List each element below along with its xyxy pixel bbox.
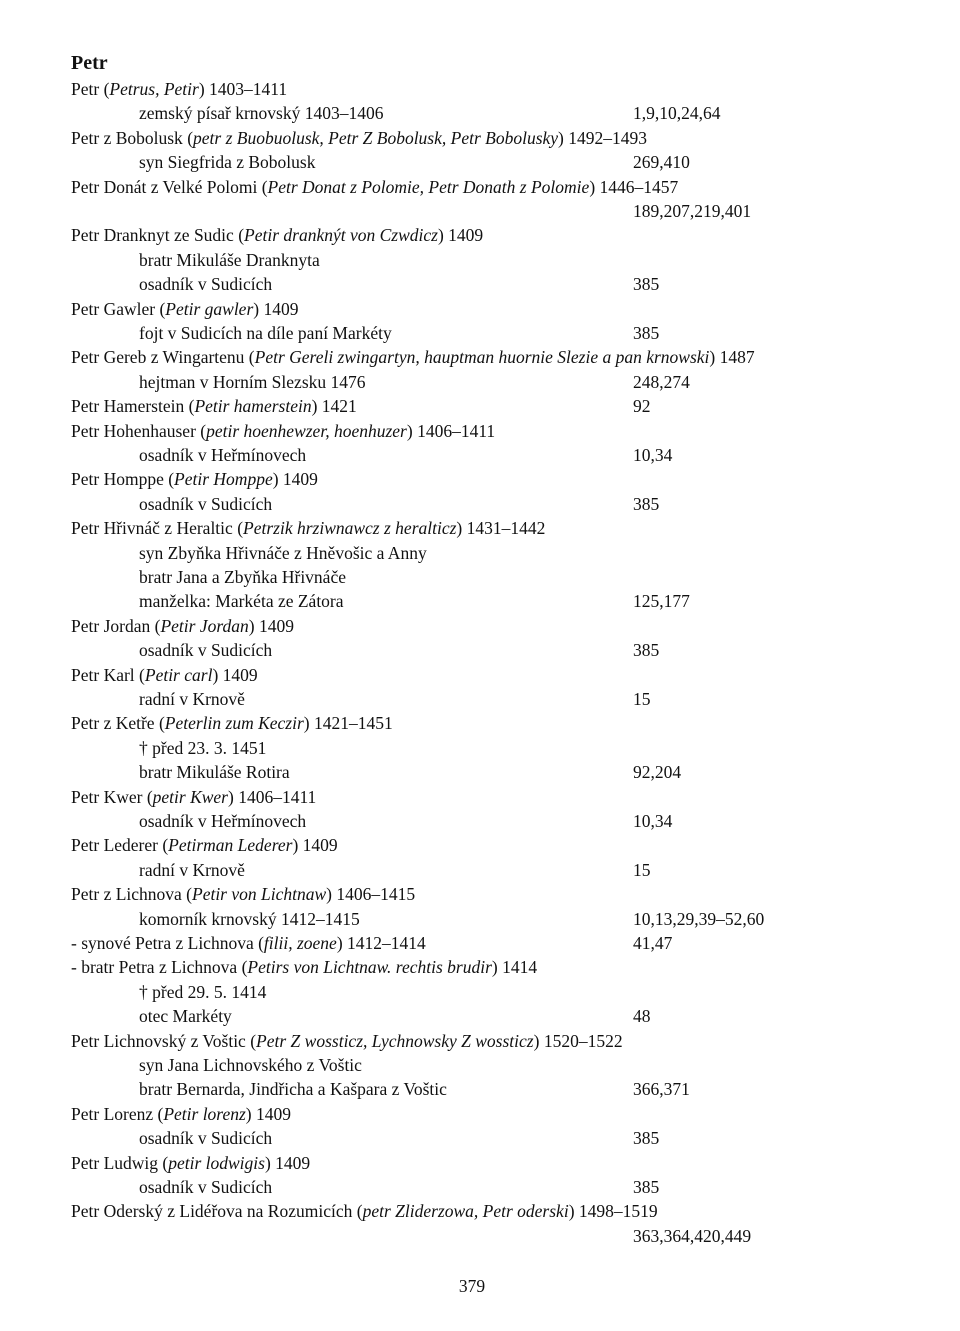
entry-name: Petr z Lichnova	[71, 884, 182, 904]
entry-variants: Petrus, Petir	[109, 79, 199, 99]
entry-detail: osadník v Sudicích	[139, 1177, 273, 1197]
entry-variants: Petrzik hrziwnawcz z heralticz	[243, 518, 457, 538]
entry-detail: bratr Jana a Zbyňka Hřivnáče	[139, 567, 346, 587]
entry-years: 1406–1415	[336, 884, 416, 904]
entry-name: Petr Hohenhauser	[71, 421, 196, 441]
page-references: 10,34	[633, 811, 673, 831]
page-references: 189,207,219,401	[633, 201, 752, 221]
entry-variants: filii, zoene	[263, 933, 337, 953]
entry-years: 1412–1414	[347, 933, 426, 953]
entry-headword: Petr Karl (Petir carl) 1409	[71, 665, 258, 685]
entry-headword: Petr Oderský z Lidéřova na Rozumicích (petr Zliderzowa, Petr oderski) 1498–1519	[71, 1201, 658, 1221]
entry-headword: - synové Petra z Lichnova (filii, zoene) 1412–1414	[71, 933, 426, 953]
page-references: 125,177	[633, 591, 690, 611]
entry-name: Petr Hřivnáč z Heraltic	[71, 518, 233, 538]
entry-variants: Petr Z wossticz, Lychnowsky Z wossticz	[256, 1031, 534, 1051]
entry-headword: Petr Hamerstein (Petir hamerstein) 1421	[71, 396, 357, 416]
page-references: 15	[633, 860, 651, 880]
page-references: 366,371	[633, 1079, 690, 1099]
page-references: 269,410	[633, 152, 690, 172]
entry-name: Petr Hamerstein	[71, 396, 185, 416]
entry-name: Petr Jordan	[71, 616, 151, 636]
page-references: 1,9,10,24,64	[633, 103, 721, 123]
entry-detail: osadník v Sudicích	[139, 640, 273, 660]
entry-detail: osadník v Heřmínovech	[139, 445, 307, 465]
page-references: 41,47	[633, 933, 673, 953]
entry-variants: petr Zliderzowa, Petr oderski	[362, 1201, 569, 1221]
entry-headword: Petr Kwer (petir Kwer) 1406–1411	[71, 787, 317, 807]
entry-detail: manželka: Markéta ze Zátora	[139, 591, 344, 611]
page-references: 385	[633, 1177, 660, 1197]
entry-name: Petr Donát z Velké Polomi	[71, 177, 258, 197]
entry-headword: Petr (Petrus, Petir) 1403–1411	[71, 79, 288, 99]
entry-detail: bratr Bernarda, Jindřicha a Kašpara z Voštic	[139, 1079, 447, 1099]
page-references: 48	[633, 1006, 651, 1026]
entry-name: - synové Petra z Lichnova	[71, 933, 254, 953]
entry-variants: Petir carl	[144, 665, 213, 685]
page-references: 10,13,29,39–52,60	[633, 909, 765, 929]
entry-headword: Petr Lichnovský z Voštic (Petr Z wossticz, Lychnowsky Z wossticz) 1520–1522	[71, 1031, 623, 1051]
entry-variants: Petirs von Lichtnaw. rechtis brudir	[247, 957, 492, 977]
entry-name: - bratr Petra z Lichnova	[71, 957, 238, 977]
entry-detail: syn Jana Lichnovského z Voštic	[139, 1055, 362, 1075]
entry-variants: Petir von Lichtnaw	[192, 884, 327, 904]
entry-variants: Petir dranknýt von Czwdicz	[244, 225, 438, 245]
page-references: 92	[633, 396, 651, 416]
entry-headword: Petr z Ketře (Peterlin zum Keczir) 1421–1451	[71, 713, 393, 733]
entry-variants: Petir gawler	[165, 299, 254, 319]
entry-name: Petr Lederer	[71, 835, 158, 855]
entry-headword: Petr Hřivnáč z Heraltic (Petrzik hrziwnawcz z heralticz) 1431–1442	[71, 518, 546, 538]
page-references: 363,364,420,449	[633, 1226, 752, 1246]
entry-detail: bratr Mikuláše Rotira	[139, 762, 290, 782]
entry-headword: Petr z Bobolusk (petr z Buobuolusk, Petr Z Bobolusk, Petr Bobolusky) 1492–1493	[71, 128, 647, 148]
entry-headword: Petr Donát z Velké Polomi (Petr Donat z Polomie, Petr Donath z Polomie) 1446–1457	[71, 177, 679, 197]
entry-headword: Petr Hohenhauser (petir hoenhewzer, hoenhuzer) 1406–1411	[71, 421, 496, 441]
entry-detail: radní v Krnově	[139, 689, 245, 709]
entry-headword: Petr Dranknyt ze Sudic (Petir dranknýt von Czwdicz) 1409	[71, 225, 484, 245]
entry-name: Petr Gawler	[71, 299, 156, 319]
entry-headword: Petr z Lichnova (Petir von Lichtnaw) 1406–1415	[71, 884, 416, 904]
entry-variants: Petirman Lederer	[168, 835, 293, 855]
entry-detail: komorník krnovský 1412–1415	[139, 909, 360, 929]
entry-variants: Petir hamerstein	[194, 396, 312, 416]
entry-name: Petr z Ketře	[71, 713, 155, 733]
entry-detail: otec Markéty	[139, 1006, 232, 1026]
entry-years: 1409	[263, 299, 299, 319]
entry-detail: syn Siegfrida z Bobolusk	[139, 152, 316, 172]
entry-years: 1409	[448, 225, 484, 245]
entry-detail: radní v Krnově	[139, 860, 245, 880]
entry-headword: Petr Homppe (Petir Homppe) 1409	[71, 469, 318, 489]
entry-years: 1409	[256, 1104, 291, 1124]
entry-years: 1409	[222, 665, 258, 685]
entry-name: Petr Kwer	[71, 787, 143, 807]
page-number: 379	[458, 1276, 486, 1296]
entry-detail: hejtman v Horním Slezsku 1476	[139, 372, 366, 392]
entry-headword: Petr Lederer (Petirman Lederer) 1409	[71, 835, 338, 855]
entry-name: Petr Lorenz	[71, 1104, 154, 1124]
entry-headword: Petr Lorenz (Petir lorenz) 1409	[71, 1104, 291, 1124]
entry-variants: petir Kwer	[152, 787, 228, 807]
entry-detail: zemský písař krnovský 1403–1406	[139, 103, 384, 123]
section-heading: Petr	[71, 52, 108, 74]
entry-detail: osadník v Sudicích	[139, 274, 273, 294]
entry-years: 1409	[302, 835, 338, 855]
entry-variants: petr z Buobuolusk, Petr Z Bobolusk, Petr Bobolusky	[193, 128, 559, 148]
entry-years: 1409	[275, 1153, 311, 1173]
entry-variants: Petir Jordan	[160, 616, 249, 636]
entry-variants: Petir Homppe	[174, 469, 273, 489]
page-references: 385	[633, 494, 660, 514]
entry-variants: Petr Donat z Polomie, Petr Donath z Polomie	[267, 177, 590, 197]
entry-headword: Petr Jordan (Petir Jordan) 1409	[71, 616, 294, 636]
entry-name: Petr Dranknyt ze Sudic	[71, 225, 234, 245]
entry-years: 1409	[258, 616, 294, 636]
entry-variants: petir lodwigis	[168, 1153, 265, 1173]
entry-variants: petir hoenhewzer, hoenhuzer	[206, 421, 407, 441]
entry-headword: Petr Ludwig (petir lodwigis) 1409	[71, 1153, 311, 1173]
entry-years: 1409	[282, 469, 318, 489]
entry-variants: Petr Gereli zwingartyn, hauptman huornie Slezie a pan krnowski	[254, 347, 710, 367]
entry-variants: Petir lorenz	[163, 1104, 246, 1124]
entry-detail: syn Zbyňka Hřivnáče z Hněvošic a Anny	[139, 543, 427, 563]
page-references: 385	[633, 1128, 660, 1148]
entry-years: 1520–1522	[543, 1031, 623, 1051]
entry-detail: osadník v Heřmínovech	[139, 811, 307, 831]
entry-years: 1421	[321, 396, 357, 416]
page-references: 15	[633, 689, 651, 709]
entry-years: 1498–1519	[578, 1201, 658, 1221]
entry-name: Petr Oderský z Lidéřova na Rozumicích	[71, 1201, 353, 1221]
entry-detail: fojt v Sudicích na díle paní Markéty	[139, 323, 392, 343]
page-references: 248,274	[633, 372, 690, 392]
entry-headword: - bratr Petra z Lichnova (Petirs von Lichtnaw. rechtis brudir) 1414	[71, 957, 538, 977]
page-references: 385	[633, 323, 660, 343]
entry-name: Petr Ludwig	[71, 1153, 159, 1173]
entry-years: 1406–1411	[417, 421, 496, 441]
entry-detail: osadník v Sudicích	[139, 1128, 273, 1148]
entry-detail: osadník v Sudicích	[139, 494, 273, 514]
entry-variants: Peterlin zum Keczir	[164, 713, 304, 733]
entry-headword: Petr Gawler (Petir gawler) 1409	[71, 299, 299, 319]
page-references: 10,34	[633, 445, 673, 465]
page-references: 385	[633, 640, 660, 660]
entry-years: 1403–1411	[209, 79, 288, 99]
entry-years: 1421–1451	[314, 713, 393, 733]
entry-name: Petr z Bobolusk	[71, 128, 183, 148]
page-references: 385	[633, 274, 660, 294]
entry-years: 1446–1457	[599, 177, 679, 197]
entry-headword: Petr Gereb z Wingartenu (Petr Gereli zwingartyn, hauptman huornie Slezie a pan krnowski) 1487	[71, 347, 755, 367]
entry-detail: † před 23. 3. 1451	[139, 738, 267, 758]
entry-name: Petr	[71, 79, 100, 99]
entry-name: Petr Homppe	[71, 469, 164, 489]
entry-years: 1492–1493	[568, 128, 647, 148]
entry-name: Petr Lichnovský z Voštic	[71, 1031, 246, 1051]
entry-name: Petr Gereb z Wingartenu	[71, 347, 245, 367]
entry-name: Petr Karl	[71, 665, 135, 685]
entry-detail: bratr Mikuláše Dranknyta	[139, 250, 320, 270]
entry-years: 1487	[719, 347, 755, 367]
entry-years: 1431–1442	[466, 518, 546, 538]
page-references: 92,204	[633, 762, 682, 782]
entry-detail: † před 29. 5. 1414	[139, 982, 267, 1002]
entry-years: 1414	[502, 957, 538, 977]
entry-years: 1406–1411	[238, 787, 317, 807]
